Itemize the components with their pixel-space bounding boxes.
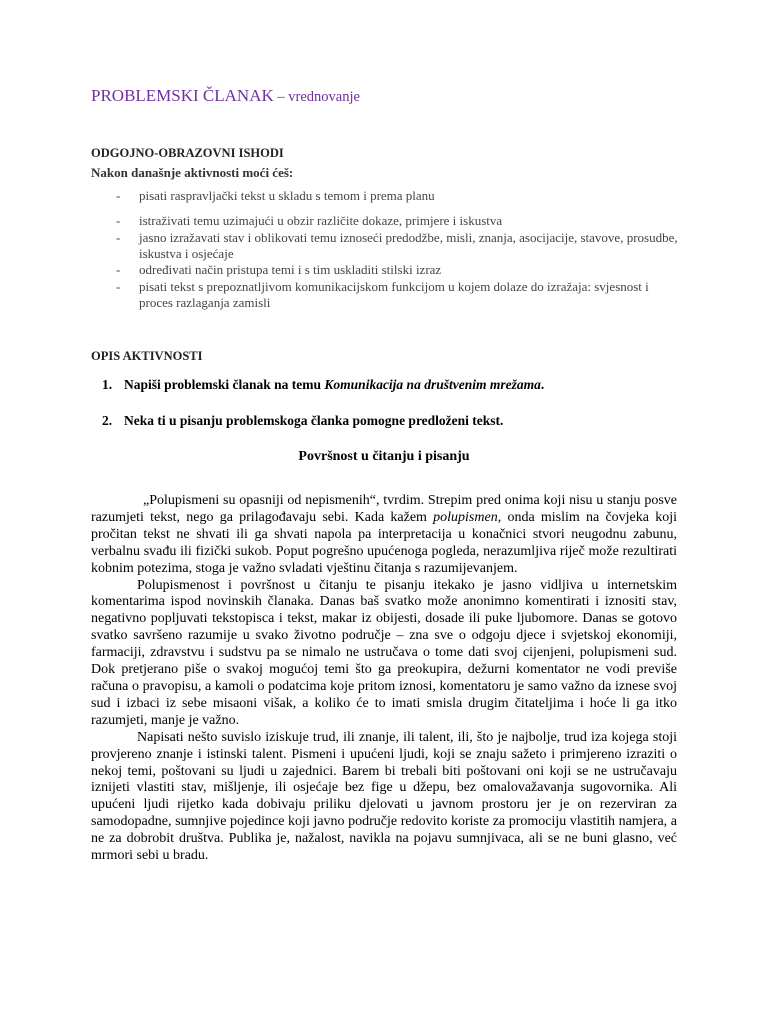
list-marker: - [116,188,121,203]
task-end: . [540,377,545,392]
list-item-text: pisati tekst s prepoznatljivom komunikacijskom funkcijom u kojem dolaze do izražaja: svjesnost i proces razlaganja zamisli [139,279,649,310]
list-marker: - [116,213,121,228]
list-item-text: određivati način pristupa temi i s tim uskladiti stilski izraz [139,262,442,277]
list-marker: - [116,262,121,277]
task-topic: Komunikacija na društvenim mrežama [324,377,541,392]
list-item-text: istraživati temu uzimajući u obzir različite dokaze, primjere i iskustva [139,213,503,228]
paragraph-text: Napisati nešto suvislo iziskuje trud, ili znanje, ili talent, ili, što je najbolje, trud iza kojega stoji provjereno znanje i istinski talent. Pismeni i upućeni ljudi, koji se znaju sažeto i primjereno izraziti o nekoj temi, poštovani su ljudi u zajednici. Barem bi trebali biti poštovani oni koji se ne ustručavaju iznijeti vlastiti stav, mišljenje, ili osjećaje bez fige u džepu, bez omalovažavanja sugovornika. Ali upućeni ljudi rijetko kada dobivaju priliku djelovati u javnom prostoru jer je on rezerviran za samodopadne, sumnjive pojedince koji javno područje redovito koriste za promociju vlastitih namjera, a ne za dobrobit društva. Publika je, nažalost, navikla na pojavu sumnjivaca, ali se ne buni glasno, već mrmori sebi u bradu. [91,729,677,864]
document-title [91,86,360,106]
paragraph [91,493,677,578]
paragraph-text: , onda mislim na čovjeka koji pročitan tekst ne shvati ili ga shvati napola pa interpretacija u konačnici stvori neugodnu zabunu, verbalnu svađu ili fizički sukob. Poput pogrešno upućenoga pogleda, nerazumljiva riječ može rezultirati kobnim potezima, stoga je važno svladati vještinu čitanja s razumijevanjem. [91,509,677,576]
activity-heading: OPIS AKTIVNOSTI [91,349,203,363]
paragraph-emphasis: polupismen [433,509,498,525]
paragraph [91,578,677,730]
outcomes-heading: ODGOJNO-OBRAZOVNI ISHODI [91,146,284,160]
title-sub: – vrednovanje [273,89,360,105]
task-number: 1. [102,377,113,392]
list-item-text: pisati raspravljački tekst u skladu s temom i prema planu [139,188,435,203]
paragraph [91,730,677,865]
list-item-text: jasno izražavati stav i oblikovati temu iznoseći predodžbe, misli, znanja, asocijacije, stavove, prosudbe, iskustva i osjećaje [139,230,678,261]
task-1 [102,377,544,393]
list-marker: - [116,279,121,294]
list-marker: - [116,230,121,245]
text-title: Površnost u čitanju i pisanju [298,449,470,464]
task-text: Napiši problemski članak na temu [124,377,325,392]
paragraph-text: Polupismenost i površnost u čitanju te pisanju itekako je jasno vidljiva u internetskim komentarima ispod novinskih članaka. Danas baš svatko može anonimno komentirati i iznositi stav, negativno popljuvati tekstopisca i tekst, makar iz obijesti, dosade ili puke ljubomore. Danas se gotovo svatko savršeno razumije u svako životno područje – zna sve o odgoju djece i svjetskoj ekonomiji, farmaciji, zdravstvu i sudstvu pa se nimalo ne ustručava o tome dati svoj cijenjeni, polupismeni sud. Dok pretjerano piše o svakoj mogućoj temi što ga preokupira, dežurni komentator ne vodi previše računa o pravopisu, a kamoli o podatcima koje pritom iznosi, komentatoru je samo važno da iznese svoj sud i izbaci iz sebe misaoni višak, a koliko će to imati smisla drugim čitateljima i hoće li ga itko razumjeti, manje je važno. [91,577,677,728]
article-body [91,493,677,865]
paragraph-text: „Polupismeni su opasniji od nepismenih“, tvrdim. Strepim pred onima koji nisu u stanju posve razumjeti tekst, nego ga prilagođavaju sebi. Kada kažem [91,493,677,525]
task-2 [102,413,503,429]
title-main: PROBLEMSKI ČLANAK [91,86,274,105]
outcomes-lead: Nakon današnje aktivnosti moći ćeš: [91,165,294,180]
task-number: 2. [102,413,113,428]
task-text: Neka ti u pisanju problemskoga članka pomogne predloženi tekst. [124,413,504,428]
